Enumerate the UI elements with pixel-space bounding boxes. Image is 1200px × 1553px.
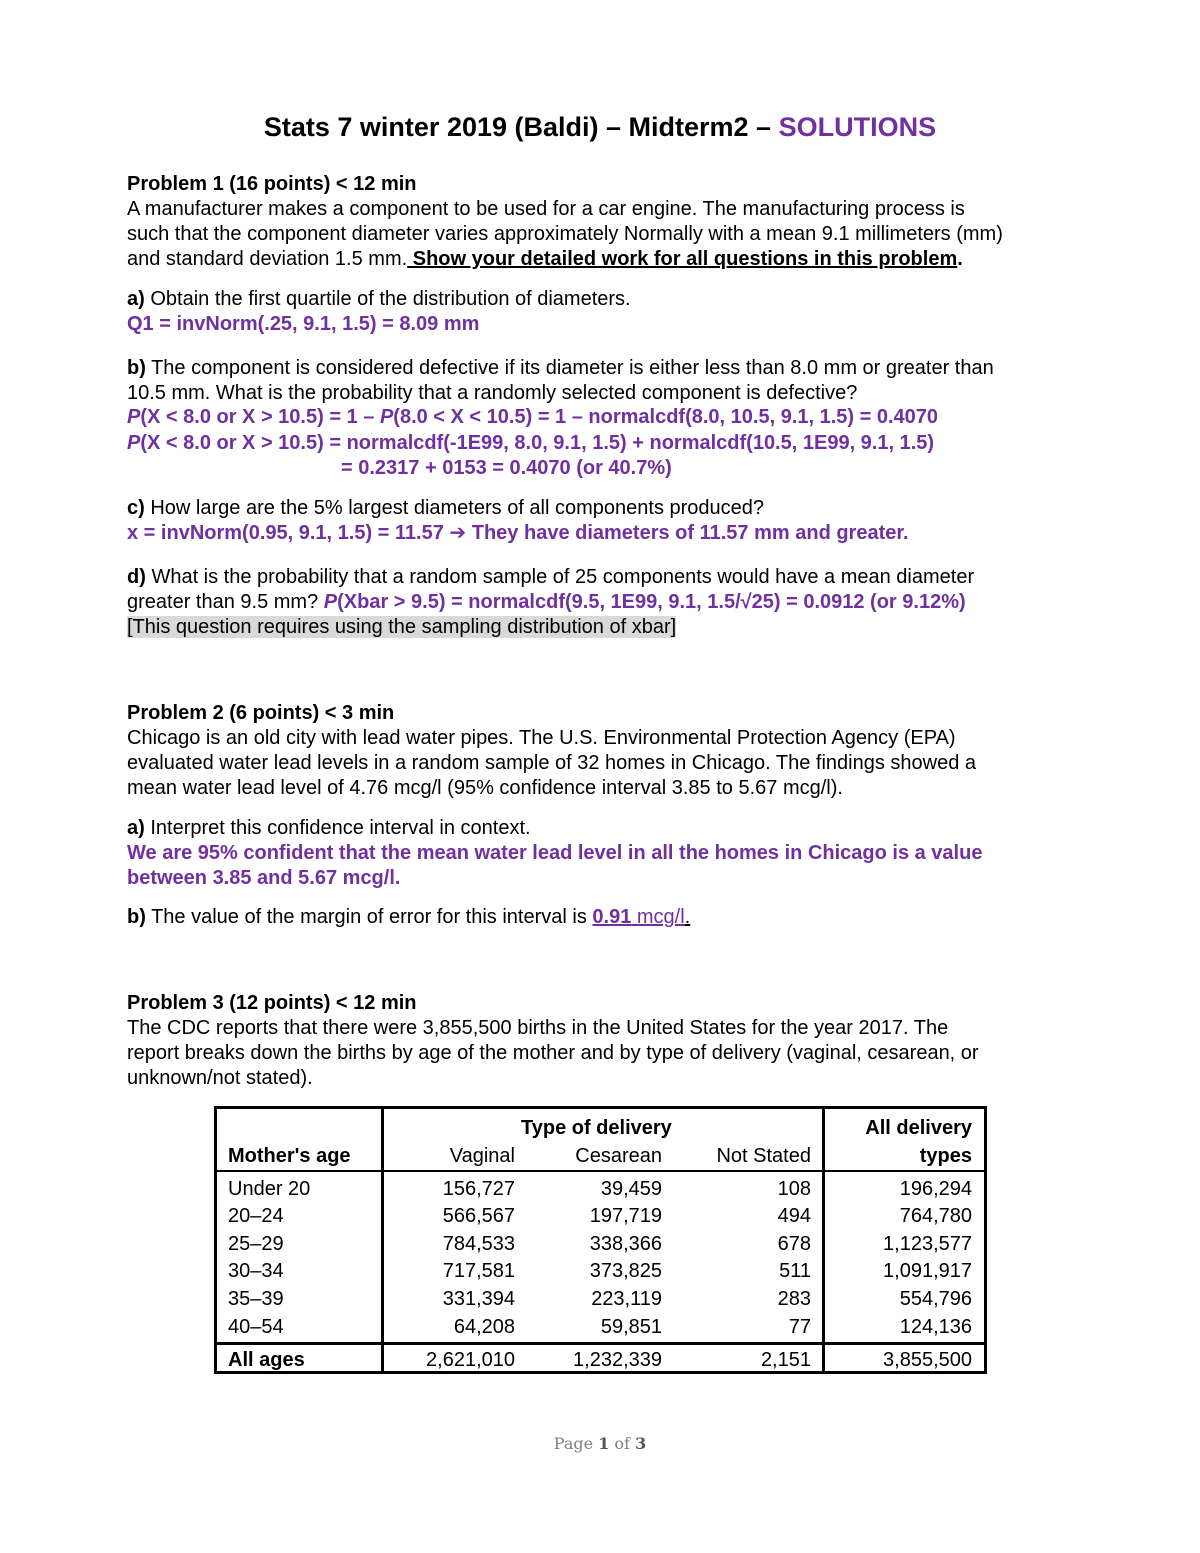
table-total-cesarean: 1,232,339 [573,1349,662,1371]
answer-text: (8.0 < X < 10.5) = 1 – normalcdf(8.0, 10.5, 9.1, 1.5) = 0.4070 [393,406,939,428]
page-footer [0,1434,1200,1453]
footer-page-number: 1 [598,1434,610,1453]
table-cell-age: 25–29 [228,1233,284,1255]
problem-1-intro-line [127,247,963,272]
table-total-all: 3,855,500 [883,1349,972,1371]
table-col-vaginal: Vaginal [449,1145,515,1167]
table-cell-cesarean: 223,119 [591,1288,662,1310]
problem-1b-question-cont: 10.5 mm. What is the probability that a randomly selected component is defective? [127,382,858,404]
table-cell-cesarean: 338,366 [589,1233,662,1255]
question-text: What is the probability that a random sample of 25 components would have a mean diameter [145,566,975,588]
table-cell-cesarean: 39,459 [600,1178,662,1200]
question-text: Interpret this confidence interval in context. [144,817,531,839]
table-cell-age: 30–34 [228,1260,284,1282]
title-text: Stats 7 winter 2019 (Baldi) – Midterm2 – [263,112,779,142]
problem-2-intro-line: evaluated water lead levels in a random sample of 32 homes in Chicago. The findings showed a [127,752,977,774]
table-cell-vaginal: 717,581 [442,1260,515,1282]
part-label: b) [127,357,146,379]
question-text: Obtain the first quartile of the distribution of diameters. [144,288,631,310]
footer-of: of [609,1434,636,1453]
table-divider [381,1109,384,1371]
instruction-end: . [957,248,963,270]
part-label: b) [127,906,146,928]
prob-symbol: P [379,406,394,428]
table-cell-vaginal: 156,727 [442,1178,515,1200]
table-cell-cesarean: 59,851 [600,1316,662,1338]
title-solutions: SOLUTIONS [778,112,937,142]
problem-1-heading: Problem 1 (16 points) < 12 min [127,173,417,195]
table-cell-all: 124,136 [899,1316,972,1338]
table-all-header: types [919,1145,972,1167]
period: . [684,906,691,928]
problem-1-intro-line: such that the component diameter varies approximately Normally with a mean 9.1 millimeters (mm) [127,223,1003,245]
problem-2-heading: Problem 2 (6 points) < 3 min [127,702,395,724]
problem-2-intro-line: Chicago is an old city with lead water pipes. The U.S. Environmental Protection Agency (EPA) [127,727,956,749]
table-cell-age: Under 20 [228,1178,311,1200]
problem-3-heading: Problem 3 (12 points) < 12 min [127,992,417,1014]
problem-1-intro-line: A manufacturer makes a component to be used for a car engine. The manufacturing process is [127,198,965,220]
part-label: a) [127,817,145,839]
table-age-header: Mother's age [228,1145,351,1167]
table-cell-notstated: 77 [788,1316,811,1338]
problem-1b-answer-1 [127,405,938,430]
intro-text: and standard deviation 1.5 mm. [127,248,408,270]
part-label: d) [127,566,146,588]
problem-1b-question [127,356,994,381]
table-cell-age: 40–54 [228,1316,284,1338]
table-total-notstated: 2,151 [760,1349,811,1371]
margin-answer [592,906,684,928]
table-cell-vaginal: 331,394 [442,1288,515,1310]
highlighted-note: [This question requires using the sampling distribution of xbar] [127,616,677,638]
problem-2a-question [127,816,531,841]
problem-1d-note [127,615,676,640]
question-text: How large are the 5% largest diameters of all components produced? [144,497,765,519]
table-cell-vaginal: 784,533 [442,1233,515,1255]
problem-3-intro-line: report breaks down the births by age of the mother and by type of delivery (vaginal, cesarean, or [127,1042,979,1064]
table-divider [822,1109,825,1371]
problem-1d-question-cont [127,590,966,615]
table-col-notstated: Not Stated [716,1145,811,1167]
prob-symbol: P [127,406,141,428]
answer-text: (X < 8.0 or X > 10.5) = 1 – [140,406,380,428]
part-label: a) [127,288,145,310]
table-all-header: All delivery [865,1117,972,1139]
footer-page-total: 3 [635,1434,647,1453]
problem-3-intro-line: unknown/not stated). [127,1067,313,1089]
table-cell-all: 764,780 [899,1205,972,1227]
problem-1d-question [127,565,974,590]
table-cell-age: 35–39 [228,1288,284,1310]
table-divider [217,1342,984,1345]
table-cell-all: 1,123,577 [883,1233,972,1255]
table-cell-vaginal: 566,567 [442,1205,515,1227]
margin-unit: mcg/l [631,906,685,928]
table-cell-all: 196,294 [899,1178,972,1200]
problem-2b-question [127,905,690,930]
table-cell-notstated: 108 [777,1178,811,1200]
table-cell-age: 20–24 [228,1205,284,1227]
page-title [0,112,1200,143]
table-cell-notstated: 511 [779,1260,811,1282]
table-total-age: All ages [228,1349,305,1371]
births-table [214,1106,987,1374]
problem-1b-answer-2 [127,431,934,456]
instruction-text: Show your detailed work for all questions in this problem [407,248,958,270]
problem-1b-answer-3: = 0.2317 + 0153 = 0.4070 (or 40.7%) [341,457,672,479]
table-col-cesarean: Cesarean [575,1145,662,1167]
answer-text: They have diameters of 11.57 mm and greater. [466,522,909,544]
table-cell-notstated: 283 [777,1288,811,1310]
table-total-vaginal: 2,621,010 [426,1349,515,1371]
table-cell-notstated: 678 [777,1233,811,1255]
question-text: The value of the margin of error for this interval is [145,906,593,928]
problem-1a-question [127,287,631,312]
table-cell-cesarean: 197,719 [589,1205,662,1227]
part-label: c) [127,497,145,519]
question-text: greater than 9.5 mm? [127,591,324,613]
footer-page-label: Page [553,1434,599,1453]
answer-text: (X < 8.0 or X > 10.5) = normalcdf(-1E99, 8.0, 9.1, 1.5) + normalcdf(10.5, 1E99, 9.1, 1.5) [140,432,935,454]
answer-text: (Xbar > 9.5) = normalcdf(9.5, 1E99, 9.1, 1.5/√25) = 0.0912 (or 9.12%) [337,591,966,613]
prob-symbol: P [127,432,141,454]
problem-2a-answer-cont: between 3.85 and 5.67 mcg/l. [127,867,401,889]
margin-value: 0.91 [592,906,632,928]
table-cell-all: 554,796 [899,1288,972,1310]
table-group-header: Type of delivery [521,1117,672,1139]
problem-1c-answer [127,521,909,546]
table-cell-all: 1,091,917 [883,1260,972,1282]
problem-1c-question [127,496,764,521]
answer-text: x = invNorm(0.95, 9.1, 1.5) = 11.57 [127,522,450,544]
table-cell-vaginal: 64,208 [453,1316,515,1338]
table-divider [217,1170,984,1172]
problem-2a-answer: We are 95% confident that the mean water lead level in all the homes in Chicago is a value [127,842,983,864]
problem-3-intro-line: The CDC reports that there were 3,855,500 births in the United States for the year 2017. The [127,1017,949,1039]
table-cell-cesarean: 373,825 [589,1260,662,1282]
table-cell-notstated: 494 [777,1205,811,1227]
question-text: The component is considered defective if its diameter is either less than 8.0 mm or greater than [145,357,994,379]
problem-1a-answer: Q1 = invNorm(.25, 9.1, 1.5) = 8.09 mm [127,313,480,335]
problem-2-intro-line: mean water lead level of 4.76 mcg/l (95% confidence interval 3.85 to 5.67 mcg/l). [127,777,843,799]
arrow-right-icon: ➔ [449,522,467,544]
prob-symbol: P [323,591,338,613]
